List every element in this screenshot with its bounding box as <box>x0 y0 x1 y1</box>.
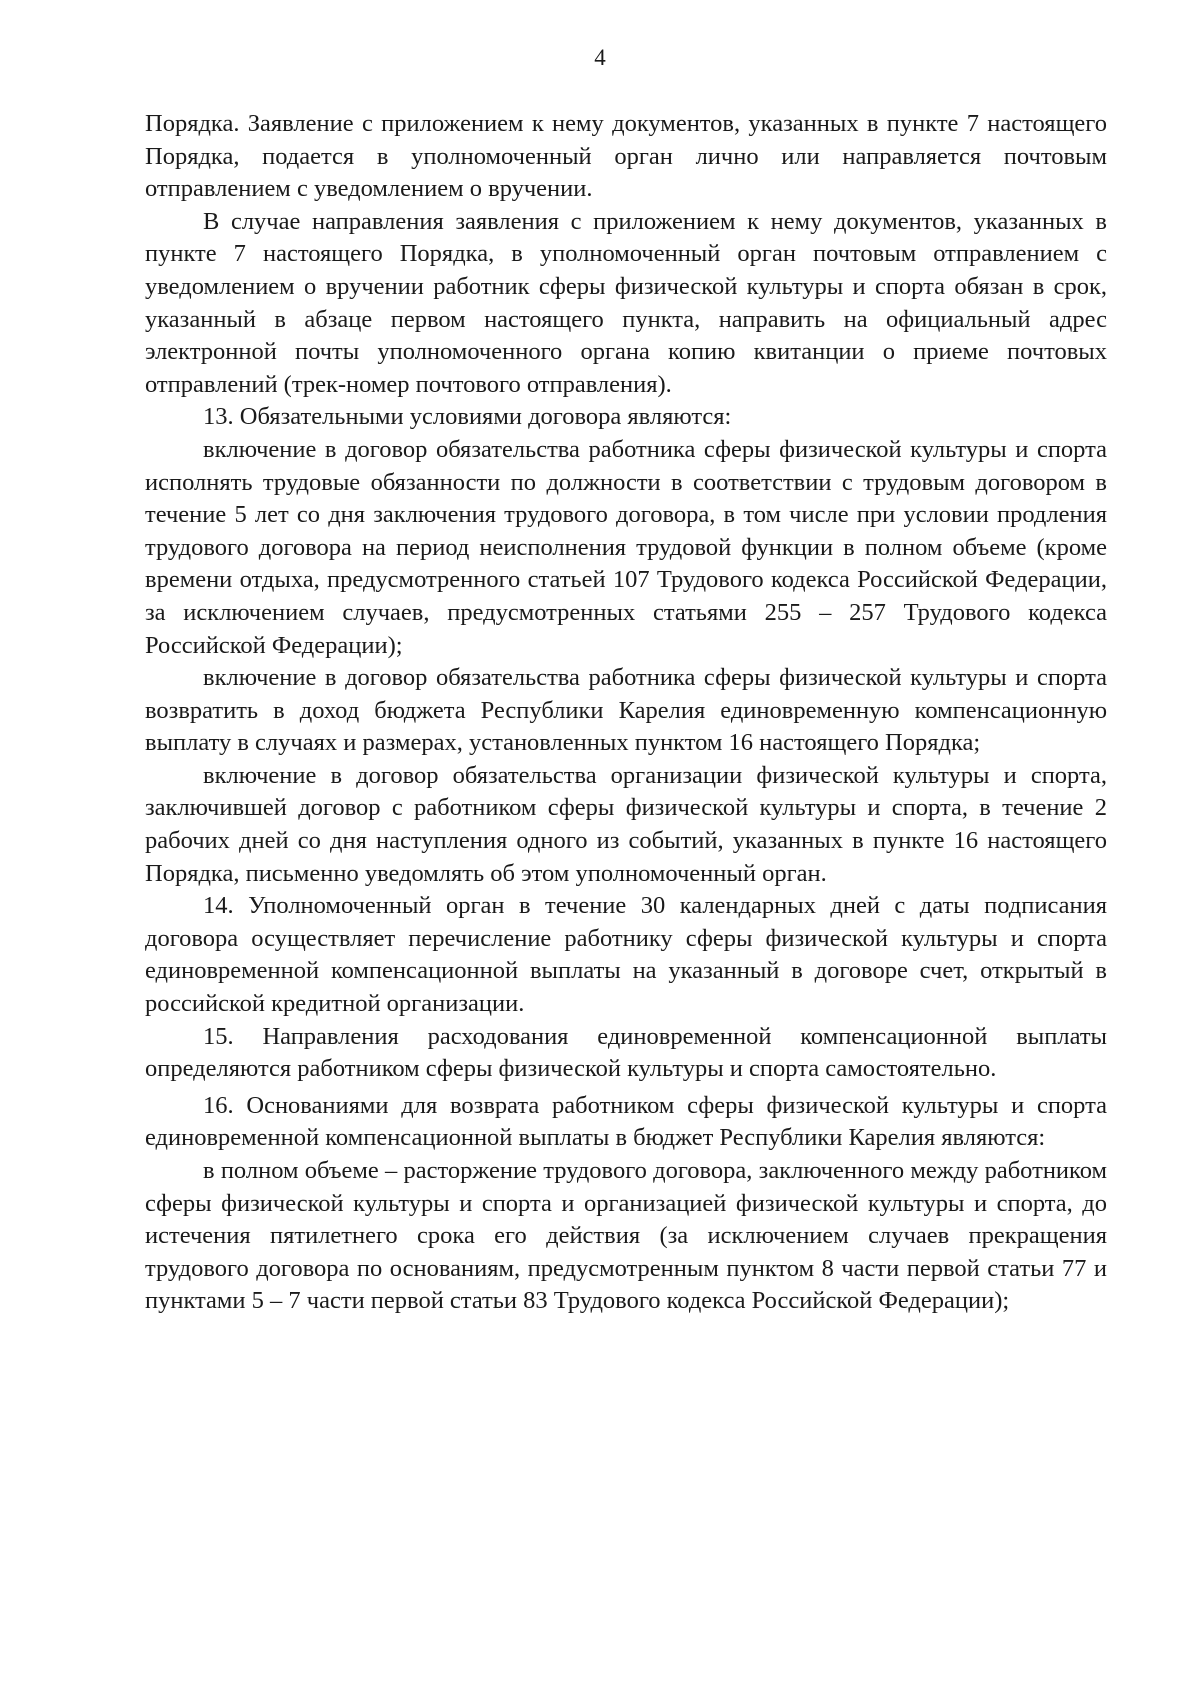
paragraph-item-16: 16. Основаниями для возврата работником сферы физической культуры и спорта единовременной компенсационной выплаты в бюджет Республики Карелия являются: <box>145 1091 1107 1152</box>
paragraph-full-refund-ground: в полном объеме – расторжение трудового договора, заключенного между работником сферы физической культуры и спорта и организацией физической культуры и спорта, до истечения пятилетнего срока его действия (за исключением случаев прекращения трудового договора по основаниям, предусмотренным пунктом 8 части первой статьи 77 и пунктами 5 – 7 части первой статьи 83 Трудового кодекса Российской Федерации); <box>145 1157 1107 1315</box>
paragraph-item-15: 15. Направления расходования единовременной компенсационной выплаты определяются работником сферы физической культуры и спорта самостоятельно. <box>145 1022 1107 1083</box>
page-number: 4 <box>594 45 606 70</box>
paragraph-condition-notification: включение в договор обязательства организации физической культуры и спорта, заключившей договор с работником сферы физической культуры и спорта, в течение 2 рабочих дней со дня наступления одного из событий, указанных в пункте 16 настоящего Порядка, письменно уведомлять об этом уполномоченный орган. <box>145 761 1107 887</box>
paragraph-condition-employment-term: включение в договор обязательства работника сферы физической культуры и спорта исполнять трудовые обязанности по должности в соответствии с трудовым договором в течение 5 лет со дня заключения трудового договора, в том числе при условии продления трудового договора на период неисполнения трудовой функции в полном объеме (кроме времени отдыха, предусмотренного статьей 107 Трудового кодекса Российской Федерации, за исключением случаев, предусмотренных статьями 255 – 257 Трудового кодекса Российской Федерации); <box>145 435 1107 659</box>
paragraph-postal-submission: В случае направления заявления с приложением к нему документов, указанных в пункте 7 настоящего Порядка, в уполномоченный орган почтовым отправлением с уведомлением о вручении работник сферы физической культуры и спорта обязан в срок, указанный в абзаце первом настоящего пункта, направить на официальный адрес электронной почты уполномоченного органа копию квитанции о приеме почтовых отправлений (трек-номер почтового отправления). <box>145 207 1107 398</box>
document-body <box>145 108 1107 1318</box>
paragraph-continuation: Порядка. Заявление с приложением к нему документов, указанных в пункте 7 настоящего Порядка, подается в уполномоченный орган лично или направляется почтовым отправлением с уведомлением о вручении. <box>145 110 1107 203</box>
paragraph-item-13: 13. Обязательными условиями договора являются: <box>203 403 732 431</box>
paragraph-item-14: 14. Уполномоченный орган в течение 30 календарных дней с даты подписания договора осуществляет перечисление работнику сферы физической культуры и спорта единовременной компенсационной выплаты на указанный в договоре счет, открытый в российской кредитной организации. <box>145 892 1107 1018</box>
paragraph-condition-refund: включение в договор обязательства работника сферы физической культуры и спорта возвратить в доход бюджета Республики Карелия единовременную компенсационную выплату в случаях и размерах, установленных пунктом 16 настоящего Порядка; <box>145 664 1107 757</box>
